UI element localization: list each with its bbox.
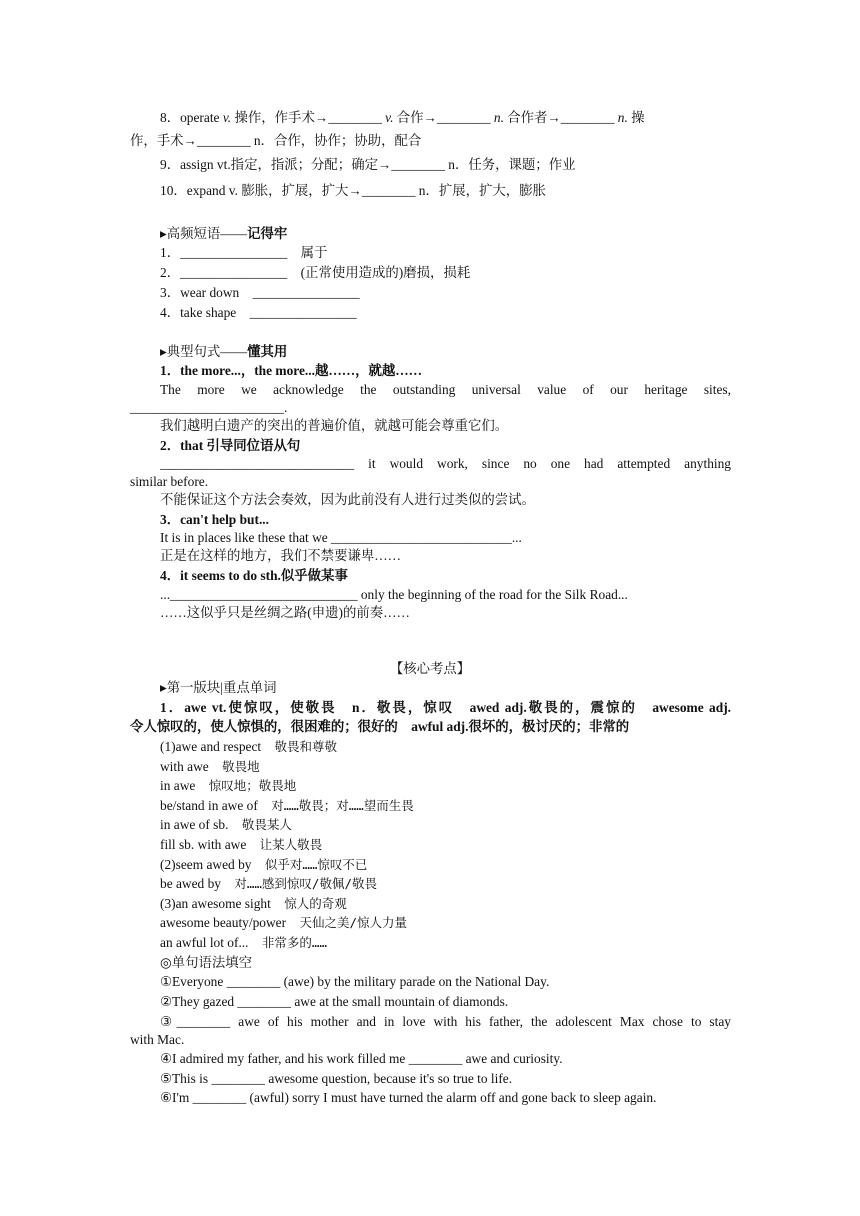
usage-cn: 非常多的…… (261, 935, 327, 950)
exercise-title: ◎单句语法填空 (160, 955, 253, 970)
vocab-line-8-cont: 作，手术→________ n．合作，协作；协助，配合 (130, 133, 422, 148)
pattern-title-2: 2．that 引导同位语从句 (160, 438, 301, 453)
usage-line (160, 875, 377, 893)
exercise-item: ⑥I'm ________ (awful) sorry I must have turned the alarm off and gone back to sleep again. (160, 1090, 657, 1105)
patterns-heading (160, 343, 287, 361)
usage-cn: 让某人敬畏 (259, 837, 323, 852)
pos-tag: n. (493, 110, 504, 125)
usage-cn: 惊人的奇观 (284, 896, 347, 911)
usage-en: fill sb. with awe (160, 837, 247, 852)
pattern-title-1: 1．the more...，the more...越……，就越…… (160, 363, 423, 378)
word-awe-line-2: 令人惊叹的，使人惊惧的，很困难的；很好的 awful adj.很坏的，极讨厌的；非常的 (130, 719, 630, 734)
pattern-3-chinese: 正是在这样的地方，我们不禁要谦卑…… (160, 548, 402, 563)
usage-en: (1)awe and respect (160, 739, 262, 754)
pattern-title-4: 4．it seems to do sth.似乎做某事 (160, 568, 348, 583)
exercise-item: ③________ awe of his mother and in love with his father, the adolescent Max chose to stay (160, 1014, 731, 1029)
heading-emphasis: 懂其用 (247, 344, 288, 359)
usage-en: (3)an awesome sight (160, 896, 271, 911)
exercise-item: ⑤This is ________ awesome question, because it's so true to life. (160, 1071, 513, 1086)
usage-en: be awed by (160, 876, 221, 891)
pos-tag: n. (617, 110, 628, 125)
pos-tag: v. (385, 110, 394, 125)
usage-en: with awe (160, 759, 209, 774)
vocab-line-8 (160, 109, 645, 127)
usage-en: be/stand in awe of (160, 798, 258, 813)
usage-line (160, 934, 327, 952)
usage-cn: 似乎对……惊叹不已 (264, 857, 368, 872)
pattern-title-3: 3．can't help but... (160, 512, 270, 527)
heading-emphasis: 记得牢 (247, 226, 288, 241)
phrase-item: 4．take shape ________________ (160, 305, 357, 320)
pattern-4-english: ...____________________________ only the beginning of the road for the Silk Road... (160, 587, 628, 602)
vocab-text: 合作→________ (393, 110, 494, 125)
exercise-item-cont: with Mac. (130, 1032, 185, 1047)
pattern-2-english: _____________________________ it would work, since no one had attempted anything (160, 456, 731, 471)
pattern-1-chinese: 我们越明白遗产的突出的普遍价值，就越可能会尊重它们。 (160, 418, 509, 433)
usage-en: in awe (160, 778, 196, 793)
usage-cn: 敬畏和尊敬 (274, 739, 338, 754)
core-block-label: ▸第一版块|重点单词 (160, 680, 277, 695)
usage-cn: 惊叹地；敬畏地 (208, 778, 297, 793)
exercise-item: ②They gazed ________ awe at the small mountain of diamonds. (160, 994, 509, 1009)
usage-cn: 对……感到惊叹/敬佩/敬畏 (234, 876, 377, 891)
usage-en: an awful lot of... (160, 935, 249, 950)
core-title: 【核心考点】 (389, 661, 471, 676)
vocab-text: 操 (627, 110, 645, 125)
usage-line (160, 856, 367, 874)
usage-cn: 对……敬畏；对……望而生畏 (271, 798, 414, 813)
pos-tag: v. (222, 110, 232, 125)
heading-prefix: ▸典型句式—— (160, 344, 248, 359)
usage-line (160, 738, 337, 756)
vocab-text: 操作，作手术→________ (231, 110, 386, 125)
vocab-line-10: 10．expand v. 膨胀，扩展，扩大→________ n．扩展，扩大，膨胀 (160, 183, 546, 198)
pattern-1-english-cont: _______________________. (130, 400, 288, 415)
usage-en: (2)seem awed by (160, 857, 252, 872)
heading-prefix: ▸高频短语—— (160, 226, 248, 241)
vocab-text: 合作者→________ (503, 110, 618, 125)
usage-line (160, 777, 296, 795)
usage-en: awesome beauty/power (160, 915, 287, 930)
phrase-item: 2．________________ (正常使用造成的)磨损，损耗 (160, 265, 471, 280)
usage-en: in awe of sb. (160, 817, 229, 832)
usage-cn: 敬畏地 (222, 759, 260, 774)
pattern-4-chinese: ……这似乎只是丝绸之路(申遗)的前奏…… (160, 605, 410, 620)
usage-cn: 敬畏某人 (241, 817, 292, 832)
exercise-item: ④I admired my father, and his work filled me ________ awe and curiosity. (160, 1051, 563, 1066)
word-awe-line-1: 1．awe vt.使惊叹，使敬畏 n．敬畏，惊叹 awed adj.敬畏的，震惊的 awesome adj. (160, 700, 731, 715)
pattern-3-english: It is in places like these that we ___________________________... (160, 530, 522, 545)
usage-line (160, 914, 407, 932)
usage-line (160, 797, 414, 815)
phrases-heading (160, 225, 287, 243)
vocab-line-9: 9．assign vt.指定，指派；分配；确定→________ n．任务，课题；作业 (160, 157, 576, 172)
usage-cn: 天仙之美/惊人力量 (299, 915, 407, 930)
usage-line (160, 895, 347, 913)
pattern-2-english-cont: similar before. (130, 474, 209, 489)
usage-line (160, 816, 292, 834)
exercise-item: ①Everyone ________ (awe) by the military parade on the National Day. (160, 974, 550, 989)
phrase-item: 1．________________ 属于 (160, 245, 328, 260)
usage-line (160, 758, 260, 776)
phrase-item: 3．wear down ________________ (160, 285, 360, 300)
pattern-2-chinese: 不能保证这个方法会奏效，因为此前没有人进行过类似的尝试。 (160, 492, 535, 507)
vocab-text: 8．operate (160, 110, 223, 125)
usage-line (160, 836, 322, 854)
pattern-1-english: The more we acknowledge the outstanding universal value of our heritage sites, (160, 382, 731, 397)
